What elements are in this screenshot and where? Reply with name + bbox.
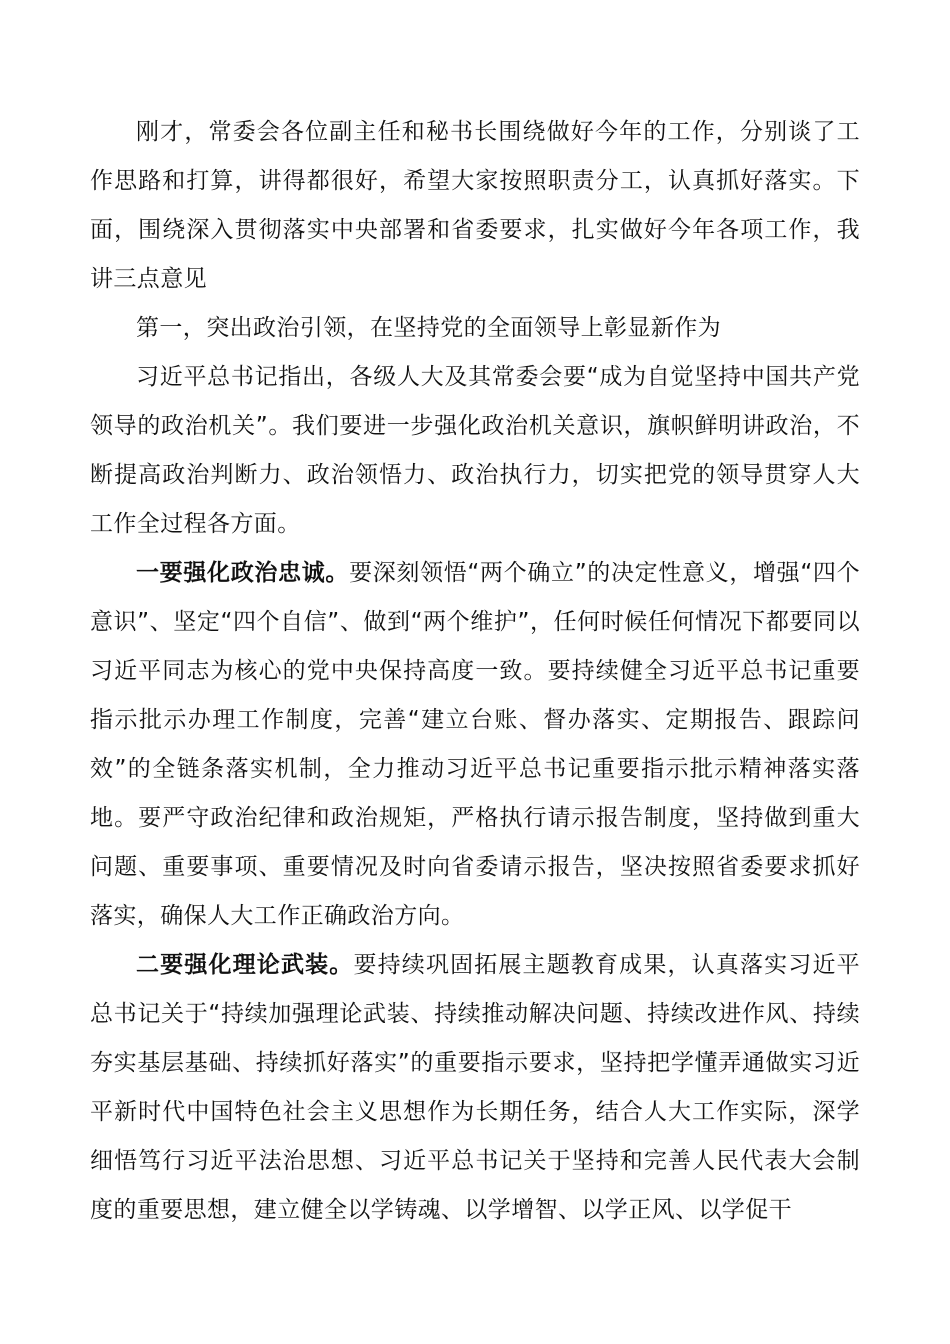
paragraph-text: 要深刻领悟“两个确立”的决定性意义，增强“四个意识”、坚定“四个自信”、做到“两个维护”，任何时候任何情况下都要同以习近平同志为核心的党中央保持高度一致。要持续健全习近平总书记重要指示批示办理工作制度，完善“建立台账、督办落实、定期报告、跟踪问效”的全链条落实机制，全力推动习近平总书记重要指示批示精神落实落地。要严守政治纪律和政治规矩，严格执行请示报告制度，坚持做到重大问题、重要事项、重要情况及时向省委请示报告，坚决按照省委要求抓好落实，确保人大工作正确政治方向。	[90, 560, 860, 929]
paragraph-quote	[90, 353, 860, 549]
paragraph-intro	[90, 108, 860, 304]
paragraph-text: 习近平总书记指出，各级人大及其常委会要“成为自觉坚持中国共产党领导的政治机关”。我们要进一步强化政治机关意识，旗帜鲜明讲政治，不断提高政治判断力、政治领悟力、政治执行力，切实把党的领导贯穿人大工作全过程各方面。	[90, 364, 860, 537]
paragraph-loyalty	[90, 549, 860, 941]
paragraph-lead: 一要强化政治忠诚。	[136, 560, 350, 586]
paragraph-text: 刚才，常委会各位副主任和秘书长围绕做好今年的工作，分别谈了工作思路和打算，讲得都很好，希望大家按照职责分工，认真抓好落实。下面，围绕深入贯彻落实中央部署和省委要求，扎实做好今年各项工作，我讲三点意见	[90, 119, 860, 292]
document-body	[90, 108, 860, 1235]
paragraph-lead: 二要强化理论武装。	[136, 952, 354, 978]
section-heading	[90, 304, 860, 353]
paragraph-text: 要持续巩固拓展主题教育成果，认真落实习近平总书记关于“持续加强理论武装、持续推动解决问题、持续改进作风、持续夯实基层基础、持续抓好落实”的重要指示要求，坚持把学懂弄通做实习近平新时代中国特色社会主义思想作为长期任务，结合人大工作实际，深学细悟笃行习近平法治思想、习近平总书记关于坚持和完善人民代表大会制度的重要思想，建立健全以学铸魂、以学增智、以学正风、以学促干	[90, 952, 860, 1223]
section-heading-text: 第一，突出政治引领，在坚持党的全面领导上彰显新作为	[136, 315, 721, 341]
paragraph-theory	[90, 941, 860, 1235]
